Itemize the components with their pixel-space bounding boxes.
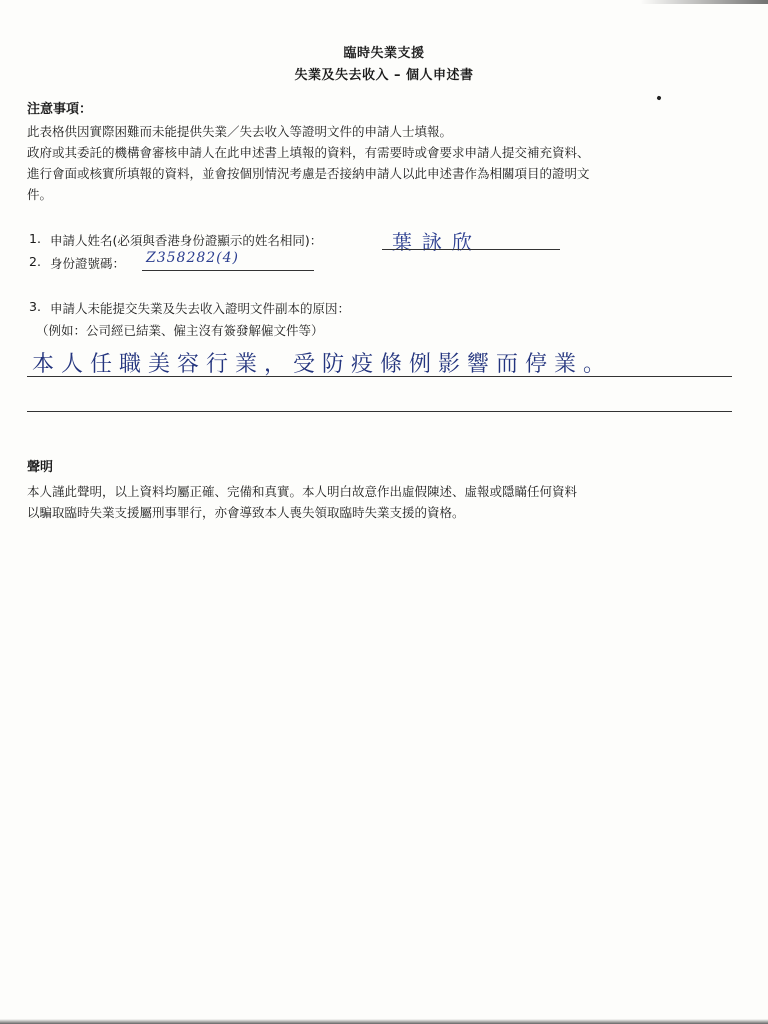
declaration-line: 以騙取臨時失業支援屬刑事罪行，亦會導致本人喪失領取臨時失業支援的資格。 (27, 505, 465, 520)
name-handwritten-value: 葉詠欣 (392, 230, 482, 254)
declaration-line: 本人謹此聲明，以上資料均屬正確、完備和真實。本人明白故意作出虛假陳述、虛報或隱瞞任何資料 (27, 484, 578, 499)
id-underline (142, 270, 314, 271)
reason-handwritten-value: 本人任職美容行業，受防疫條例影響而停業。 (32, 352, 613, 377)
notes-heading: 注意事項： (27, 102, 93, 117)
scan-edge-shadow-bottom (0, 1019, 768, 1024)
reason-underline-2 (27, 411, 732, 412)
notes-line: 此表格供因實際困難而未能提供失業／失去收入等證明文件的申請人士填報。 (27, 124, 453, 139)
scan-edge-shadow-top (640, 0, 768, 4)
form-subtitle: 失業及失去收入 – 個人申述書 (294, 68, 474, 83)
name-label: 申請人姓名(必須與香港身份證顯示的姓名相同)： (50, 233, 323, 248)
id-label: 身份證號碼： (50, 256, 126, 271)
field-number-reason: 3. (29, 299, 41, 314)
id-handwritten-value: Z358282(4) (146, 250, 240, 266)
reason-label: 申請人未能提交失業及失去收入證明文件副本的原因： (50, 301, 351, 316)
reason-example: （例如：公司經已結業、僱主沒有簽發解僱文件等） (36, 323, 324, 338)
notes-line: 件。 (27, 187, 53, 202)
reason-underline-1 (27, 376, 732, 377)
declaration-heading: 聲明 (27, 460, 54, 475)
scan-speck (656, 95, 661, 100)
notes-line: 進行會面或核實所填報的資料，並會按個別情況考慮是否接納申請人以此申述書作為相關項目的證明文 (27, 166, 590, 181)
field-number-id: 2. (29, 254, 41, 269)
name-underline (382, 249, 560, 250)
field-number-name: 1. (29, 231, 41, 246)
form-title: 臨時失業支援 (343, 46, 425, 61)
notes-line: 政府或其委託的機構會審核申請人在此申述書上填報的資料，有需要時或會要求申請人提交補充資料、 (27, 145, 590, 160)
